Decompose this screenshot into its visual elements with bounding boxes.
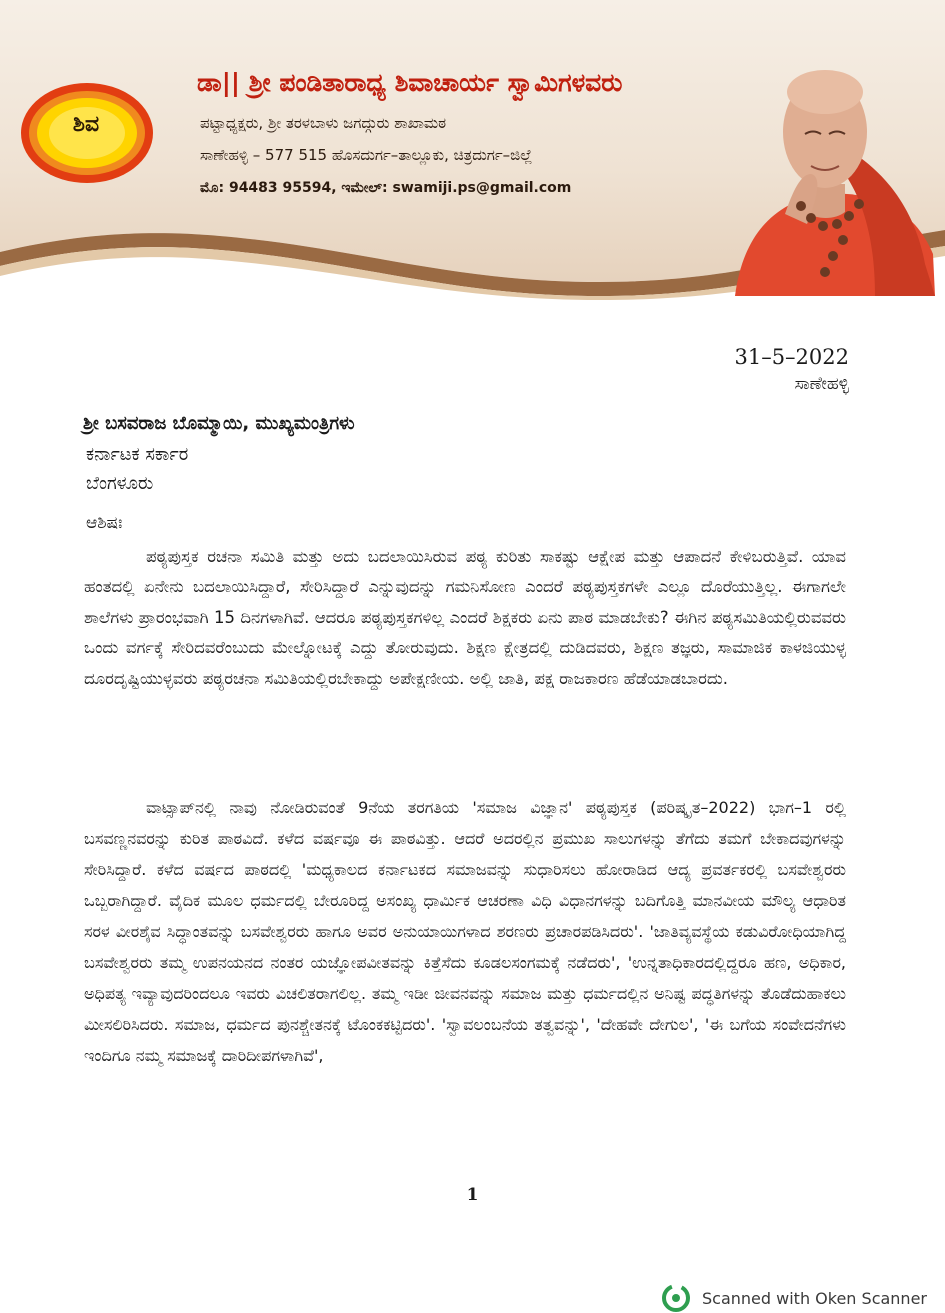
letterhead-address: ಸಾಣೇಹಳ್ಳಿ – 577 515 ಹೊಸದುರ್ಗ–ತಾಲ್ಲೂಕು, ಚಿತ್ರದುರ್ಗ–ಜಿಲ್ಲೆ (200, 146, 533, 164)
letter-place: ಸಾಣೇಹಳ್ಳಿ (794, 374, 849, 394)
recipient-name: ಶ್ರೀ ಬಸವರಾಜ ಬೊಮ್ಮಾಯಿ, ಮುಖ್ಯಮಂತ್ರಿಗಳು (83, 413, 355, 434)
letterhead-title: ಡಾ|| ಶ್ರೀ ಪಂಡಿತಾರಾಧ್ಯ ಶಿವಾಚಾರ್ಯ ಸ್ವಾಮಿಗಳವರು (197, 68, 623, 97)
letterhead-contact: ಮೊ: 94483 95594, ಇಮೇಲ್: swamiji.ps@gmail.com (200, 180, 572, 196)
recipient-organization: ಕರ್ನಾಟಕ ಸರ್ಕಾರ (86, 444, 189, 465)
swamiji-portrait (725, 34, 935, 296)
scanner-watermark-text: Scanned with Oken Scanner (702, 1288, 927, 1308)
page-number: 1 (466, 1185, 479, 1205)
letterhead-designation: ಪಟ್ಟಾಧ್ಯಕ್ಷರು, ಶ್ರೀ ತರಳಬಾಳು ಜಗದ್ಗುರು ಶಾಖಾಮಠ (200, 114, 447, 132)
oken-scanner-logo-icon (662, 1284, 690, 1312)
letterhead (0, 0, 945, 300)
scanner-footer (662, 1284, 927, 1312)
body-paragraph-2: ವಾಟ್ಸಾಪ್‌ನಲ್ಲಿ ನಾವು ನೋಡಿರುವಂತೆ 9ನೆಯ ತರಗತಿಯ 'ಸಮಾಜ ವಿಜ್ಞಾನ' ಪಠ್ಯಪುಸ್ತಕ (ಪರಿಷ್ಕೃತ–2022) ಭಾಗ–1 ರಲ್ಲಿ ಬಸವಣ್ಣನವರನ್ನು ಕುರಿತ ಪಾಠವಿದೆ. ಕಳೆದ ವರ್ಷವೂ ಈ ಪಾಠವಿತ್ತು. ಆದರೆ ಅದರಲ್ಲಿನ ಪ್ರಮುಖ ಸಾಲುಗಳನ್ನು ತೆಗೆದು ತಮಗೆ ಬೇಕಾದವುಗಳನ್ನು ಸೇರಿಸಿದ್ದಾರೆ. ಕಳೆದ ವರ್ಷದ ಪಾಠದಲ್ಲಿ 'ಮಧ್ಯಕಾಲದ ಕರ್ನಾಟಕದ ಸಮಾಜವನ್ನು ಸುಧಾರಿಸಲು ಹೋರಾಡಿದ ಆದ್ಯ ಪ್ರವರ್ತಕರಲ್ಲಿ ಬಸವೇಶ್ವರರು ಒಬ್ಬರಾಗಿದ್ದಾರೆ. ವೈದಿಕ ಮೂಲ ಧರ್ಮದಲ್ಲಿ ಬೇರೂರಿದ್ದ ಅಸಂಖ್ಯ ಧಾರ್ಮಿಕ ಆಚರಣಾ ವಿಧಿ ವಿಧಾನಗಳನ್ನು ಬದಿಗೊತ್ತಿ ಮಾನವೀಯ ಮೌಲ್ಯ ಆಧಾರಿತ ಸರಳ ವೀರಶೈವ ಸಿದ್ಧಾಂತವನ್ನು ಬಸವೇಶ್ವರರು ಹಾಗೂ ಅವರ ಅನುಯಾಯಿಗಳಾದ ಶರಣರು ಪ್ರಚಾರಪಡಿಸಿದರು'. 'ಜಾತಿವ್ಯವಸ್ಥೆಯ ಕಡುವಿರೋಧಿಯಾಗಿದ್ದ ಬಸವೇಶ್ವರರು ತಮ್ಮ ಉಪನಯನದ ನಂತರ ಯಜ್ಞೋಪವೀತವನ್ನು ಕಿತ್ತೆಸೆದು ಕೂಡಲಸಂಗಮಕ್ಕೆ ನಡೆದರು', 'ಉನ್ನತಾಧಿಕಾರದಲ್ಲಿದ್ದರೂ ಹಣ, ಅಧಿಕಾರ, ಅಧಿಪತ್ಯ ಇವ್ಯಾವುದರಿಂದಲೂ ಇವರು ವಿಚಲಿತರಾಗಲಿಲ್ಲ. ತಮ್ಮ ಇಡೀ ಜೀವನವನ್ನು ಸಮಾಜ ಮತ್ತು ಧರ್ಮದಲ್ಲಿನ ಅನಿಷ್ಟ ಪದ್ಧತಿಗಳನ್ನು ತೊಡೆದುಹಾಕಲು ಮೀಸಲಿರಿಸಿದರು. ಸಮಾಜ, ಧರ್ಮದ ಪುನಶ್ಚೇತನಕ್ಕೆ ಟೊಂಕಕಟ್ಟಿದರು'. 'ಸ್ವಾವಲಂಬನೆಯ ತತ್ವವನ್ನು', 'ದೇಹವೇ ದೇಗುಲ', 'ಈ ಬಗೆಯ ಸಂವೇದನೆಗಳು ಇಂದಿಗೂ ನಮ್ಮ ಸಮಾಜಕ್ಕೆ ದಾರಿದೀಪಗಳಾಗಿವೆ', (84, 798, 846, 1065)
recipient-city: ಬೆಂಗಳೂರು (86, 473, 154, 494)
emblem-label: ಶಿವ (72, 112, 100, 137)
body-paragraph-1: ಪಠ್ಯಪುಸ್ತಕ ರಚನಾ ಸಮಿತಿ ಮತ್ತು ಅದು ಬದಲಾಯಿಸಿರುವ ಪಠ್ಯ ಕುರಿತು ಸಾಕಷ್ಟು ಆಕ್ಷೇಪ ಮತ್ತು ಆಪಾದನೆ ಕೇಳಿಬರುತ್ತಿವೆ. ಯಾವ ಹಂತದಲ್ಲಿ ಏನೇನು ಬದಲಾಯಿಸಿದ್ದಾರೆ, ಸೇರಿಸಿದ್ದಾರೆ ಎನ್ನುವುದನ್ನು ಗಮನಿಸೋಣ ಎಂದರೆ ಪಠ್ಯಪುಸ್ತಕಗಳೇ ಎಲ್ಲೂ ದೊರೆಯುತ್ತಿಲ್ಲ. ಈಗಾಗಲೇ ಶಾಲೆಗಳು ಪ್ರಾರಂಭವಾಗಿ 15 ದಿನಗಳಾಗಿವೆ. ಆದರೂ ಪಠ್ಯಪುಸ್ತಕಗಳಿಲ್ಲ ಎಂದರೆ ಶಿಕ್ಷಕರು ಏನು ಪಾಠ ಮಾಡಬೇಕು? ಈಗಿನ ಪಠ್ಯಸಮಿತಿಯಲ್ಲಿರುವವರು ಒಂದು ವರ್ಗಕ್ಕೆ ಸೇರಿದವರೆಂಬುದು ಮೇಲ್ನೋಟಕ್ಕೆ ಎದ್ದು ತೋರುವುದು. ಶಿಕ್ಷಣ ಕ್ಷೇತ್ರದಲ್ಲಿ ದುಡಿದವರು, ಶಿಕ್ಷಣ ತಜ್ಞರು, ಸಾಮಾಜಿಕ ಕಾಳಜಿಯುಳ್ಳ ದೂರದೃಷ್ಟಿಯುಳ್ಳವರು ಪಠ್ಯರಚನಾ ಸಮಿತಿಯಲ್ಲಿರಬೇಕಾದ್ದು ಅಪೇಕ್ಷಣೀಯ. ಅಲ್ಲಿ ಜಾತಿ, ಪಕ್ಷ ರಾಜಕಾರಣ ಹೆಡೆಯಾಡಬಾರದು. (84, 547, 846, 688)
letter-date: 31–5–2022 (734, 345, 849, 369)
salutation: ಆಶಿಷಃ (86, 513, 123, 533)
